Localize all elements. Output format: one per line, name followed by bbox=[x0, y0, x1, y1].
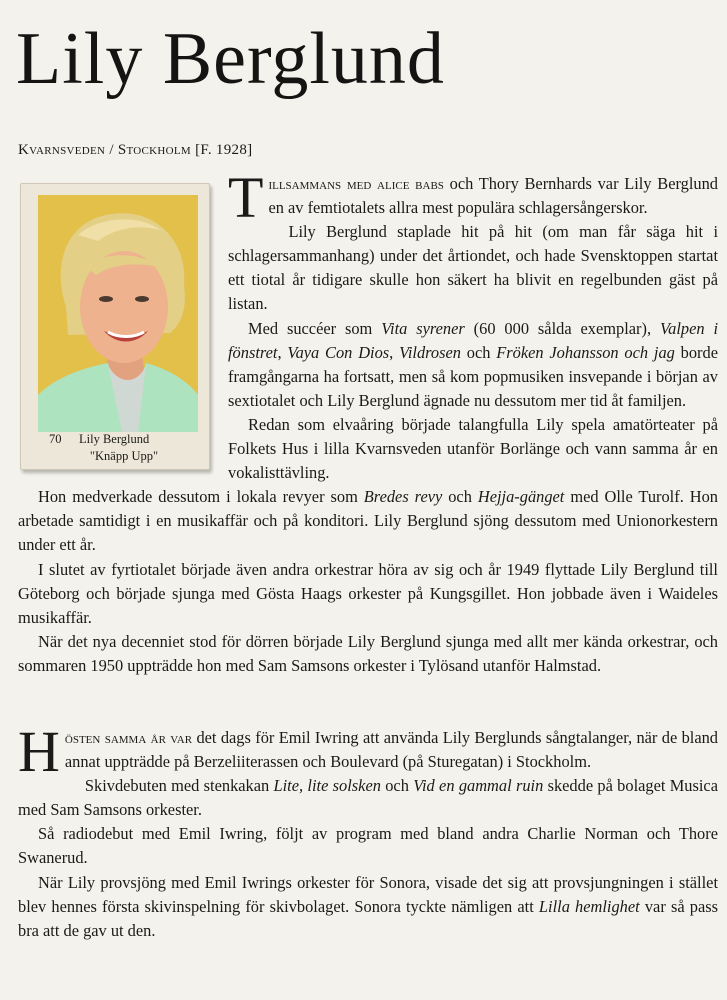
card-song: "Knäpp Upp" bbox=[89, 449, 159, 463]
article-body bbox=[18, 165, 719, 943]
lead-in: östen samma år var bbox=[64, 727, 193, 747]
birth-year: [F. 1928] bbox=[195, 142, 253, 158]
paragraph-9: Skivdebuten med stenkakan Lite, lite solsken och Vid en gammal ruin skedde på bolaget Musica med Sam Samsons orkester. bbox=[18, 776, 718, 820]
card-number: 70 bbox=[49, 432, 62, 446]
paragraph-3: Med succéer som Vita syrener (60 000 sålda exemplar), Valpen i fönstret, Vaya Con Dios, Vildrosen och Fröken Johansson och jag borde framgångarna ha fortsatt, men så kom popmusiken insvepande i början av sextiotalet och Lily Berglund ägnade nu dessutom mer tid åt familjen. bbox=[228, 318, 719, 410]
drop-cap: T bbox=[228, 165, 264, 230]
paragraph-8 bbox=[18, 718, 718, 784]
paragraph-4: Redan som elvaåring började talangfulla Lily spela amatörteater på Folkets Hus i lilla Kvarnsveden utanför Borlänge och vann samma år en vokalisttävling. bbox=[228, 414, 718, 483]
birthplaces: Kvarnsveden / Stockholm bbox=[18, 142, 192, 158]
paragraph-text: och Thory Bernhards var Lily Berglund en av femtiotalets allra mest populära schlagersångerskor. bbox=[268, 174, 718, 218]
subtitle bbox=[18, 142, 252, 159]
paragraph-5: Hon medverkade dessutom i lokala revyer som Bredes revy och Hejja-gänget med Olle Turolf. Hon arbetade samtidigt i en musikaffär och på konditori. Lily Berglund sjöng dessutom med Unionorkestern under ett år. bbox=[18, 487, 718, 555]
paragraph-text: det dags för Emil Iwring att använda Lily Berglunds sångtalanger, när de bland annat uppträdde på Berzeliiterassen och Boulevard (på Sturegatan) i Stockholm. bbox=[64, 727, 718, 772]
paragraph-10: Så radiodebut med Emil Iwring, följt av program med bland andra Charlie Norman och Thore Swanerud. bbox=[18, 824, 718, 868]
paragraph-6: I slutet av fyrtiotalet började även andra orkestrar höra av sig och år 1949 flyttade Lily Berglund till Göteborg och började sjunga med Gösta Haags orkester på Kungsgillet. Hon jobbade även i Waideles musikaffär. bbox=[18, 559, 718, 627]
paragraph-2: Lily Berglund staplade hit på hit (om man får säga hit i schlagersammanhang) under det årtiondet, och hade Svensktoppen startat ett tiotal år tidigare skulle hon säkert ha blivit en regelbunden gäst på listan. bbox=[228, 222, 718, 314]
paragraph-7: När det nya decenniet stod för dörren började Lily Berglund sjunga med allt mer kända orkestrar, och sommaren 1950 uppträdde hon med Sam Samsons orkester i Tylösand utanför Halmstad. bbox=[18, 631, 718, 675]
card-name: Lily Berglund bbox=[79, 432, 150, 446]
paragraph-11: När Lily provsjöng med Emil Iwrings orkester för Sonora, visade det sig att provsjungningen i stället blev hennes första skivinspelning för skivbolaget. Sonora tyckte nämligen att Lilla hemlighet var så pass bra att de gav ut den. bbox=[18, 872, 718, 940]
page-title: Lily Berglund bbox=[16, 18, 445, 100]
lead-in: illsammans med alice babs bbox=[268, 174, 444, 193]
drop-cap: H bbox=[18, 718, 60, 784]
